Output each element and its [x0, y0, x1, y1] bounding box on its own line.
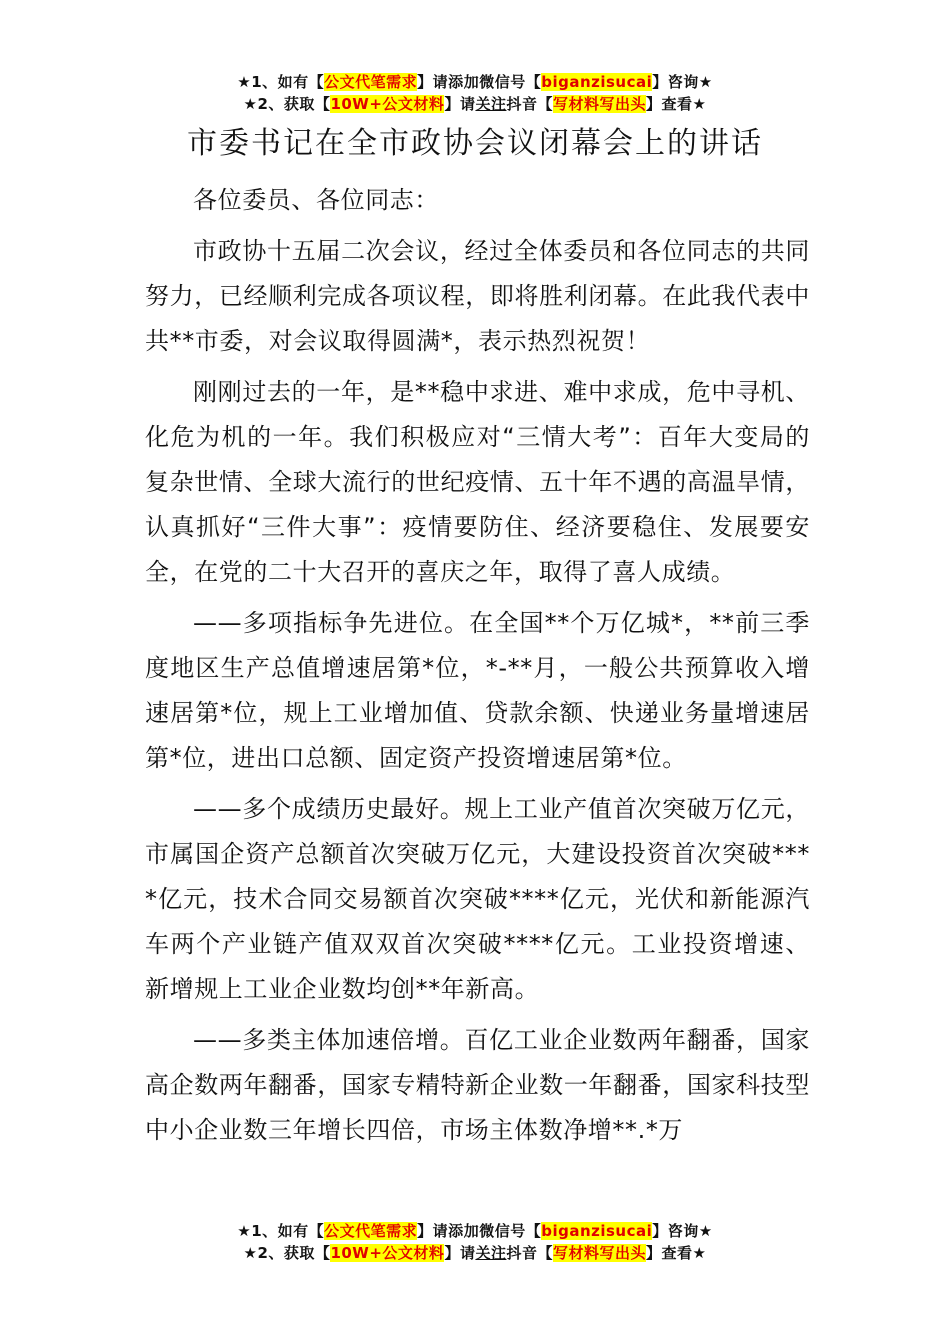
paragraph: ——多类主体加速倍增。百亿工业企业数两年翻番，国家高企数两年翻番，国家专精特新企业数一年翻番，国家科技型中小企业数三年增长四倍，市场主体数净增**.*万	[145, 1026, 810, 1144]
promo-highlight: 10W+公文材料	[330, 95, 445, 113]
promo-highlight: biganzisucai	[541, 73, 653, 91]
promo-text: ★2、获取【	[243, 1244, 331, 1262]
paragraph: 刚刚过去的一年，是**稳中求进、难中求成，危中寻机、化危为机的一年。我们积极应对“三情大考”：百年大变局的复杂世情、全球大流行的世纪疫情、五十年不遇的高温旱情，认真抓好“三件大事”：疫情要防住、经济要稳住、发展要安全，在党的二十大召开的喜庆之年，取得了喜人成绩。	[145, 378, 810, 586]
promo-text: 关注	[475, 95, 507, 113]
promo-header	[0, 71, 950, 115]
promo-line-2	[0, 1242, 950, 1264]
salutation: 各位委员、各位同志：	[193, 186, 439, 214]
promo-text: 】请添	[417, 1222, 464, 1240]
promo-text: 微信号【	[479, 1222, 542, 1240]
promo-text: 】请添	[417, 73, 464, 91]
promo-text: 加	[463, 1222, 480, 1240]
promo-text: 加	[463, 73, 480, 91]
document-body	[145, 178, 810, 1159]
paragraph: 市政协十五届二次会议，经过全体委员和各位同志的共同努力，已经顺利完成各项议程，即将胜利闭幕。在此我代表中共**市委，对会议取得圆满*，表示热烈祝贺！	[145, 237, 810, 355]
promo-text: 】查看★	[646, 95, 707, 113]
promo-text: 】请	[444, 1244, 476, 1262]
promo-text: 抖音【	[506, 95, 553, 113]
promo-text: 】咨询★	[652, 1222, 713, 1240]
promo-text: ★1、如有【	[237, 73, 325, 91]
promo-text: 关注	[475, 1244, 507, 1262]
document-title: 市委书记在全市政协会议闭幕会上的讲话	[187, 126, 763, 161]
promo-text: 】查看★	[646, 1244, 707, 1262]
promo-text: ★2、获取【	[243, 95, 331, 113]
promo-highlight: 写材料写出头	[552, 95, 646, 113]
promo-text: 微信号【	[479, 73, 542, 91]
promo-highlight: 10W+公文材料	[330, 1244, 445, 1262]
promo-footer	[0, 1220, 950, 1264]
promo-text: 】请	[444, 95, 476, 113]
promo-highlight: biganzisucai	[541, 1222, 653, 1240]
promo-highlight: 公文代笔需求	[324, 1222, 418, 1240]
promo-highlight: 写材料写出头	[552, 1244, 646, 1262]
promo-highlight: 公文代笔需求	[324, 73, 418, 91]
promo-text: 】咨询★	[652, 73, 713, 91]
promo-text: ★1、如有【	[237, 1222, 325, 1240]
promo-line-1	[0, 1220, 950, 1242]
promo-line-1	[0, 71, 950, 93]
paragraph: ——多个成绩历史最好。规上工业产值首次突破万亿元，市属国企资产总额首次突破万亿元，大建设投资首次突破****亿元，技术合同交易额首次突破****亿元，光伏和新能源汽车两个产业链产值双双首次突破****亿元。工业投资增速、新增规上工业企业数均创**年新高。	[145, 795, 810, 1003]
paragraph: ——多项指标争先进位。在全国**个万亿城*，**前三季度地区生产总值增速居第*位，*-**月，一般公共预算收入增速居第*位，规上工业增加值、贷款余额、快递业务量增速居第*位，进出口总额、固定资产投资增速居第*位。	[145, 609, 810, 772]
promo-line-2	[0, 93, 950, 115]
promo-text: 抖音【	[506, 1244, 553, 1262]
